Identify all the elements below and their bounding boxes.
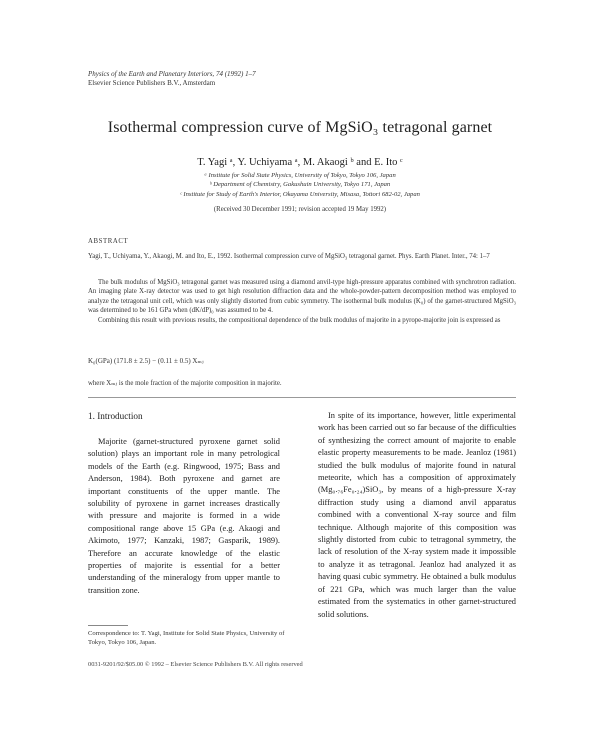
intro-paragraph-2: In spite of its importance, however, little experimental work has been carried out so far because of the difficulties of synthesizing the correct amount of majorite to enable elastic property measurements to be made. Jeanloz (1981) studied the bulk modulus of majorite found in natural meteorite, which has a composition of approximately (Mg₀.₇₆Fe₀.₂₄)SiO₃, by means of a high-pressure X-ray diffraction study using a diamond anvil apparatus combined with a conventional X-ray source and film technique. Although majorite of this composition was slightly distorted from cubic to tetragonal symmetry, the lack of resolution of the X-ray system made it impossible to analyze it as tetragonal. Jeanloz had analyzed it as having quasi cubic symmetry. He obtained a bulk modulus of 221 GPa, which was much larger than the value estimated from the systematics in other garnet-structured solid solutions. xyxy=(318,411,516,619)
correspondence-note: Correspondence to: T. Yagi, Institute for Solid State Physics, University of Tokyo, Tokyo 106, Japan. xyxy=(88,630,285,646)
affiliation-c: ᶜ Institute for Study of Earth's Interior, Okayama University, Misasa, Tottori 682-02, Japan xyxy=(180,190,420,198)
right-column xyxy=(318,410,516,621)
copyright-line: 0031-9201/92/$05.00 © 1992 – Elsevier Science Publishers B.V. All rights reserved xyxy=(88,661,303,668)
affiliation-a: ᵃ Institute for Solid State Physics, University of Tokyo, Tokyo 106, Japan xyxy=(204,172,396,179)
affiliation-b: ᵇ Department of Chemistry, Gakushuin University, Tokyo 171, Japan xyxy=(209,181,391,189)
citation-authors: Yagi, T., Uchiyama, Y., Akaogi, M. and Ito, E., 1992. Isothermal compression curve of MgSiO₃ tetragonal garnet. xyxy=(88,253,397,260)
journal-publisher: Elsevier Science Publishers B.V., Amsterdam xyxy=(88,79,216,87)
abstract-divider xyxy=(88,397,516,398)
citation-journal: Phys. Earth Planet. Inter., 74: 1–7 xyxy=(398,253,490,260)
journal-header xyxy=(88,70,256,88)
abstract-heading: ABSTRACT xyxy=(88,238,129,245)
section-heading-introduction: 1. Introduction xyxy=(88,411,143,421)
intro-paragraph-1: Majorite (garnet-structured pyroxene garnet solid solution) plays an important role in many petrological models of the Earth (e.g. Ringwood, 1975; Bass and Anderson, 1984). Both pyroxene and garnet are important constituents of the upper mantle. The solubility of pyroxene in garnet increases drastically with pressure and majorite is formed in a wide compositional range above 15 GPa (e.g. Akaogi and Akimoto, 1977; Kanzaki, 1987; Gasparik, 1989). Therefore an accurate knowledge of the elastic properties of majorite is essential for a better understanding of the mineralogy from upper mantle to transition zone. xyxy=(88,437,280,595)
paper-title: Isothermal compression curve of MgSiO₃ tetragonal garnet xyxy=(107,119,493,136)
abstract-body xyxy=(88,278,516,325)
formula-definition: where Xₘⱼ is the mole fraction of the majorite composition in majorite. xyxy=(88,380,282,387)
abstract-paragraph-1: The bulk modulus of MgSiO₃ tetragonal garnet was measured using a diamond anvil-type high-pressure apparatus combined with synchrotron radiation. An imaging plate X-ray detector was used to get high resolution diffraction data and the whole-powder-pattern decomposition method was employed to analyze the tetragonal unit cell, which was only slightly distorted from cubic symmetry. The isothermal bulk modulus (K₀) of the garnet-structured MgSiO₃ was determined to be 161 GPa when (dK/dP)₀ was assumed to be 4. xyxy=(88,279,516,315)
journal-name: Physics of the Earth and Planetary Interiors, xyxy=(88,70,215,78)
abstract-paragraph-2: Combining this result with previous results, the compositional dependence of the bulk modulus of majorite in a pyrope-majorite join is expressed as xyxy=(98,316,501,324)
abstract-citation xyxy=(88,252,516,261)
journal-volume: 74 (1992) 1–7 xyxy=(215,70,256,78)
left-column xyxy=(88,436,280,597)
received-dates: (Received 30 December 1991; revision accepted 19 May 1992) xyxy=(213,206,387,213)
author-list: T. Yagi ᵃ, Y. Uchiyama ᵃ, M. Akaogi ᵇ and E. Ito ᶜ xyxy=(197,157,403,168)
bulk-modulus-formula: K₀(GPa) (171.8 ± 2.5) − (0.11 ± 0.5) Xₘⱼ xyxy=(88,357,204,365)
affiliations xyxy=(0,171,600,199)
footnote-divider xyxy=(88,625,128,626)
